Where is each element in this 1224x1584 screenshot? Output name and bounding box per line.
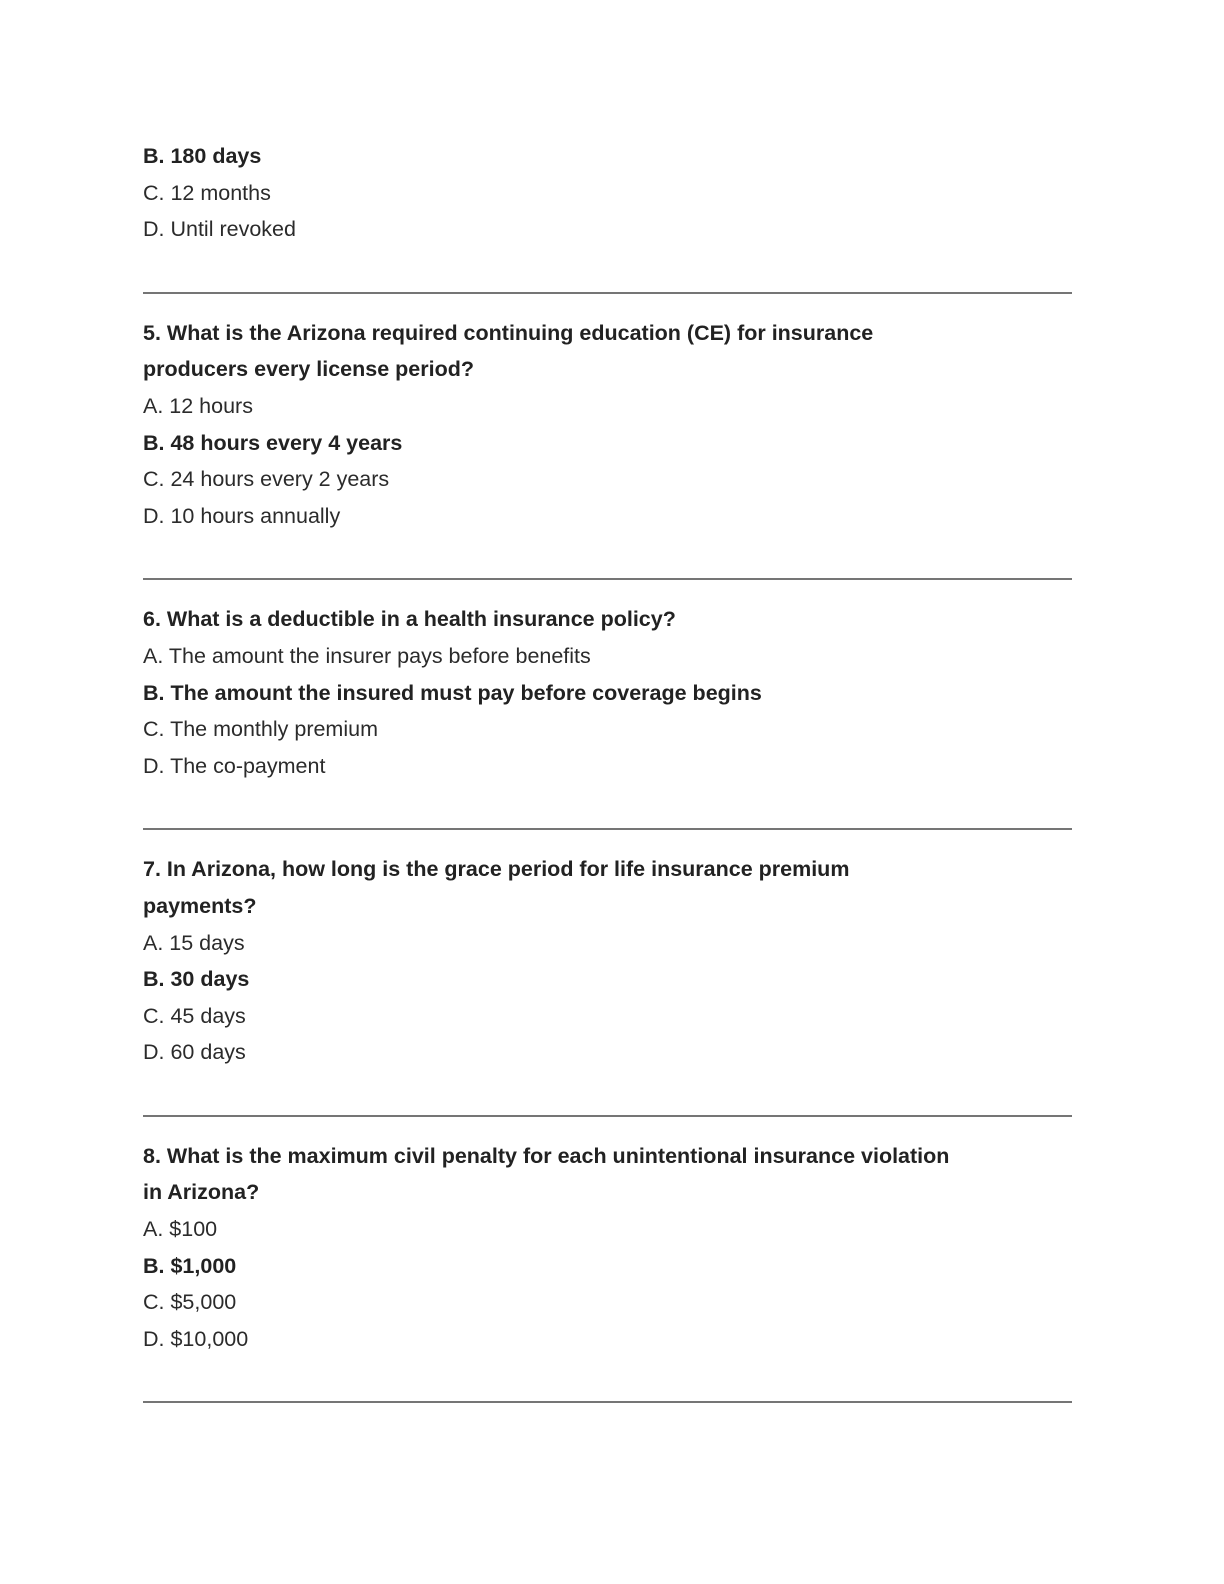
- question-block-6: [143, 601, 1072, 784]
- question-6-prompt-line-1: 6. What is a deductible in a health insurance policy?: [143, 607, 676, 632]
- answer-option-b: B. 30 days: [143, 967, 250, 992]
- question-5-prompt-line-1: 5. What is the Arizona required continuing education (CE) for insurance: [143, 320, 874, 345]
- answer-option-a: A. The amount the insurer pays before benefits: [143, 643, 591, 668]
- question-7-prompt-line-1: 7. In Arizona, how long is the grace period for life insurance premium: [143, 857, 850, 882]
- question-block-8: [143, 1138, 1072, 1358]
- answer-option-c: C. 24 hours every 2 years: [143, 467, 390, 492]
- answer-option-c: C. The monthly premium: [143, 717, 378, 742]
- question-8-prompt-line-1: 8. What is the maximum civil penalty for each unintentional insurance violation: [143, 1143, 950, 1168]
- answer-option-b: B. The amount the insured must pay before coverage begins: [143, 680, 762, 705]
- section-divider: [143, 1115, 1072, 1117]
- answer-option-d: D. Until revoked: [143, 217, 296, 242]
- answer-option-d: D. 60 days: [143, 1040, 246, 1065]
- answer-option-a: A. $100: [143, 1217, 218, 1242]
- section-divider: [143, 1401, 1072, 1403]
- section-divider: [143, 828, 1072, 830]
- section-divider: [143, 578, 1072, 580]
- question-8-prompt-line-2: in Arizona?: [143, 1180, 260, 1205]
- answer-option-b: B. 48 hours every 4 years: [143, 430, 403, 455]
- question-block-7: [143, 851, 1072, 1071]
- answer-option-d: D. $10,000: [143, 1326, 249, 1351]
- answer-option-c: C. $5,000: [143, 1290, 237, 1315]
- question-5-prompt-line-2: producers every license period?: [143, 357, 474, 382]
- answer-option-b: B. 180 days: [143, 144, 262, 168]
- question-block-5: [143, 315, 1072, 535]
- answer-option-a: A. 15 days: [143, 930, 245, 955]
- answer-option-c: C. 45 days: [143, 1003, 246, 1028]
- answer-option-c: C. 12 months: [143, 180, 271, 205]
- answer-option-d: D. The co-payment: [143, 753, 326, 778]
- answer-option-d: D. 10 hours annually: [143, 503, 341, 528]
- question-7-prompt-line-2: payments?: [143, 893, 257, 918]
- answer-option-b: B. $1,000: [143, 1253, 237, 1278]
- answer-option-a: A. 12 hours: [143, 393, 253, 418]
- question-block-partial: [143, 138, 1072, 248]
- section-divider: [143, 292, 1072, 294]
